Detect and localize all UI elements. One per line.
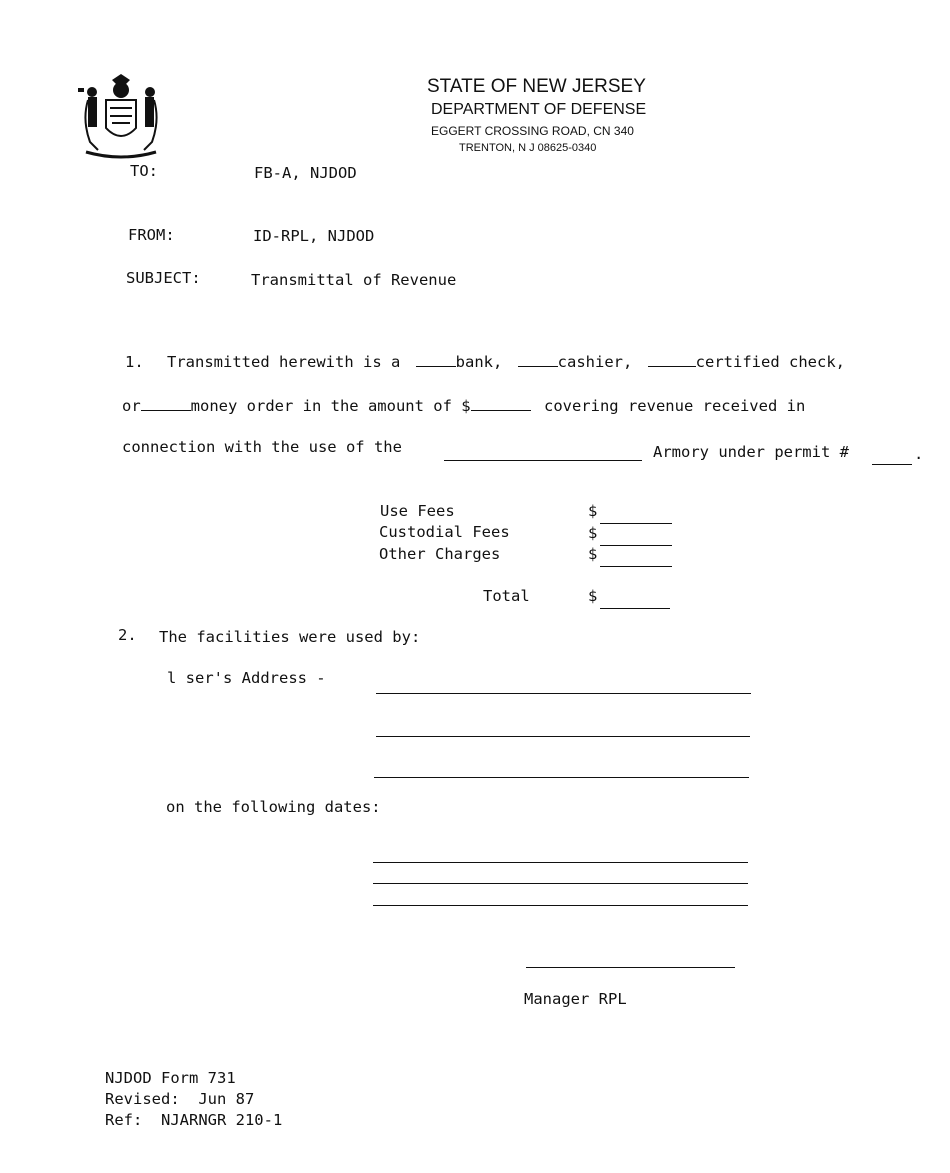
certified-check-blank[interactable]: [648, 354, 696, 367]
footer-reference: Ref: NJARNGR 210-1: [105, 1111, 283, 1129]
signature-label: Manager RPL: [524, 990, 627, 1008]
dates-line-1[interactable]: [373, 862, 748, 863]
header-address-line2: TRENTON, N J 08625-0340: [459, 142, 597, 154]
money-order-blank[interactable]: [141, 398, 191, 411]
or-label: or: [122, 397, 141, 415]
header-state: STATE OF NEW JERSEY: [427, 76, 646, 97]
para1-number: 1.: [125, 353, 144, 371]
certified-check-label: certified check,: [695, 353, 845, 371]
armory-permit-label: Armory under permit #: [653, 443, 849, 461]
other-charges-label: Other Charges: [379, 545, 501, 563]
para2-number: 2.: [118, 626, 137, 644]
use-fees-dollar: $: [588, 502, 598, 520]
to-value: FB-A, NJDOD: [254, 164, 357, 182]
custodial-fees-blank[interactable]: [600, 545, 672, 546]
armory-name-blank[interactable]: [444, 460, 642, 461]
following-dates-label: on the following dates:: [166, 798, 381, 816]
custodial-fees-label: Custodial Fees: [379, 523, 510, 541]
para1-line2: [122, 397, 805, 415]
from-label: FROM:: [128, 226, 175, 244]
total-blank[interactable]: [600, 608, 670, 609]
connection-text: connection with the use of the: [122, 438, 402, 456]
footer-form-number: NJDOD Form 731: [105, 1069, 236, 1087]
state-seal-logo: [76, 70, 166, 162]
total-label: Total: [483, 587, 530, 605]
header-department: DEPARTMENT OF DEFENSE: [431, 101, 647, 118]
other-charges-dollar: $: [588, 545, 598, 563]
para1-line1: [125, 353, 845, 371]
other-charges-blank[interactable]: [600, 566, 672, 567]
subject-label: SUBJECT:: [126, 269, 201, 287]
covering-text: covering revenue received in: [543, 397, 806, 415]
to-label: TO:: [130, 162, 158, 180]
bank-blank[interactable]: [416, 354, 456, 367]
total-dollar: $: [588, 587, 598, 605]
bank-label: bank,: [455, 353, 503, 371]
permit-number-blank[interactable]: [872, 464, 912, 465]
subject-value: Transmittal of Revenue: [251, 271, 457, 289]
cashier-label: cashier,: [557, 353, 633, 371]
users-address-line-2[interactable]: [376, 736, 750, 737]
signature-line[interactable]: [526, 967, 735, 968]
dates-line-2[interactable]: [373, 883, 748, 884]
users-address-line-1[interactable]: [376, 693, 751, 694]
from-value: ID-RPL, NJDOD: [253, 227, 375, 245]
footer-revised: Revised: Jun 87: [105, 1090, 255, 1108]
use-fees-blank[interactable]: [600, 523, 672, 524]
cashier-blank[interactable]: [518, 354, 558, 367]
custodial-fees-dollar: $: [588, 524, 598, 542]
permit-period: .: [914, 445, 924, 463]
para2-used-by: The facilities were used by:: [159, 628, 421, 646]
users-address-line-3[interactable]: [374, 777, 749, 778]
header-address-line1: EGGERT CROSSING ROAD, CN 340: [431, 124, 634, 138]
para1-text-start: Transmitted herewith is a: [167, 353, 401, 371]
amount-blank[interactable]: [471, 398, 531, 411]
users-address-label: l ser's Address -: [167, 669, 326, 687]
money-order-label: money order in the amount of $: [190, 397, 471, 415]
use-fees-label: Use Fees: [380, 502, 455, 520]
dates-line-3[interactable]: [373, 905, 748, 906]
